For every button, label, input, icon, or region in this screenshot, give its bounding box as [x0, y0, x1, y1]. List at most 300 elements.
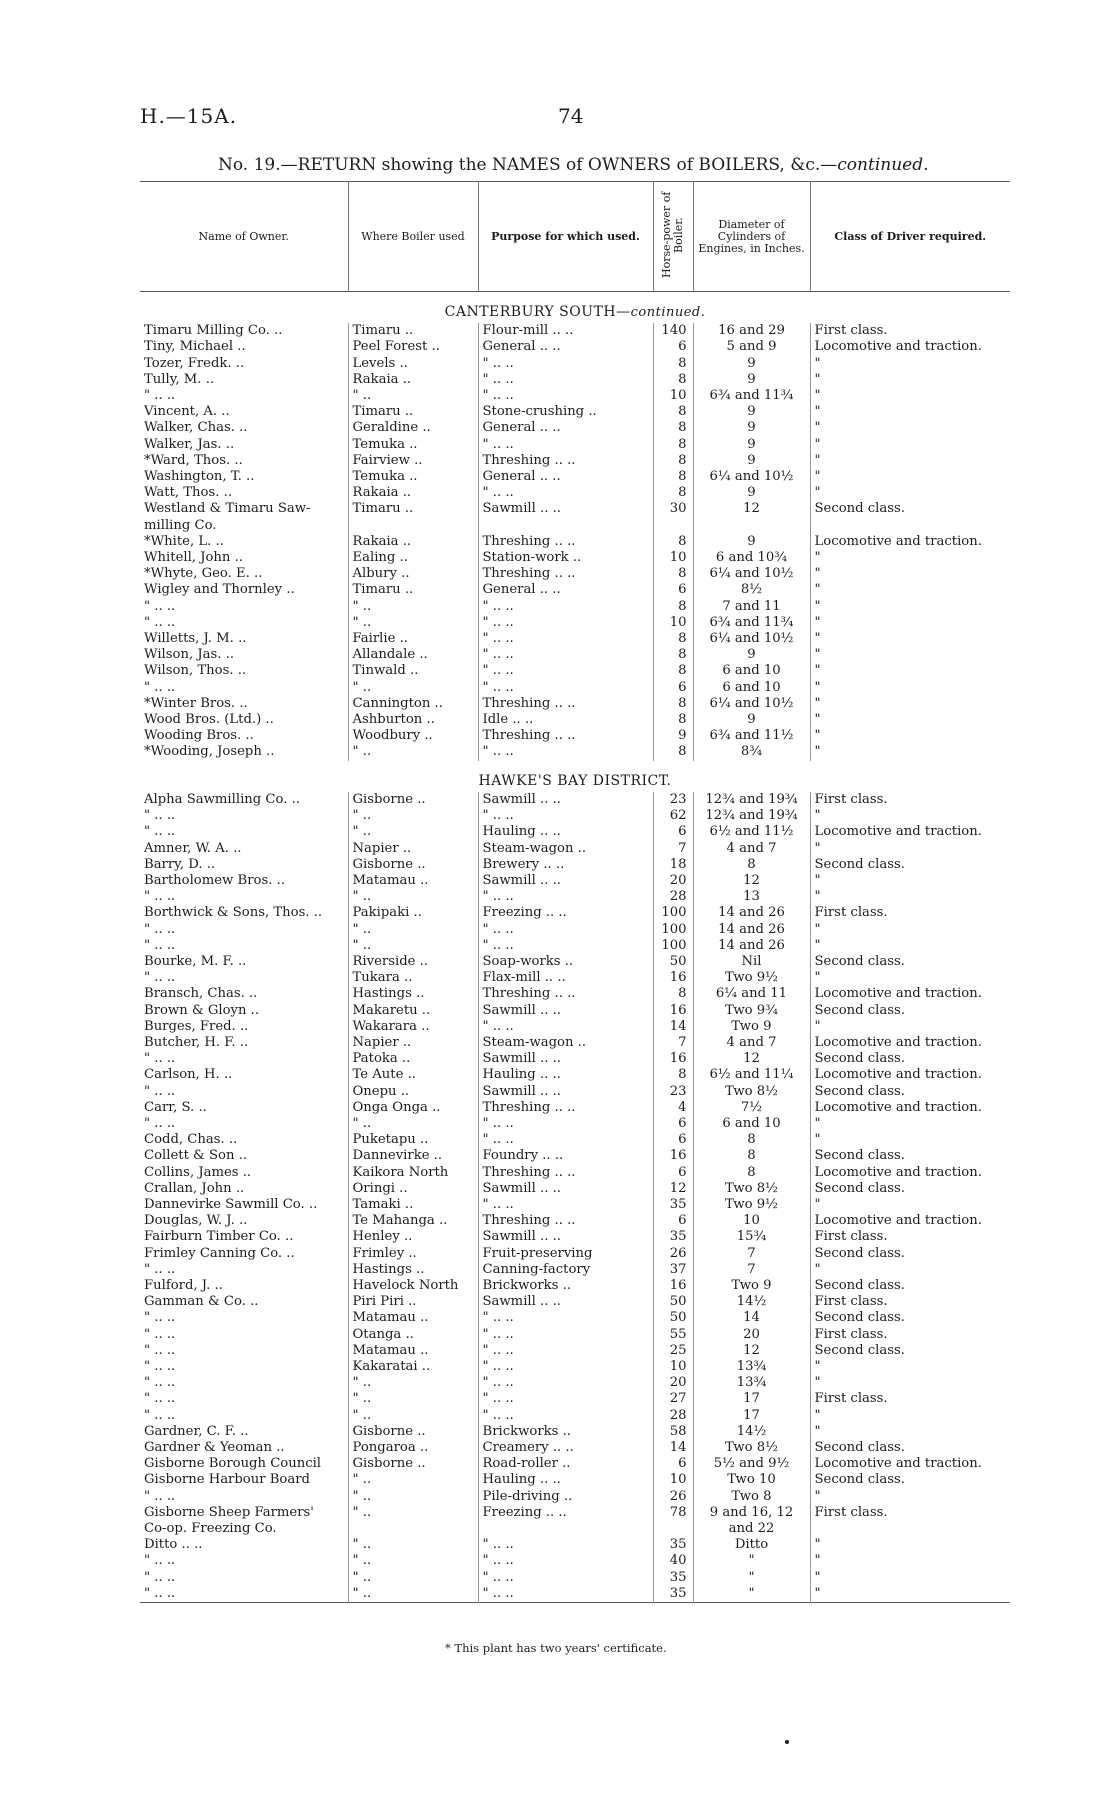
- owner-cell: Tiny, Michael ..: [144, 339, 246, 355]
- driver-class-cell: First class.: [810, 905, 1010, 921]
- horse-power-cell: 8: [653, 566, 693, 582]
- diameter-cell: 5½ and 9½: [693, 1456, 810, 1472]
- horse-power-cell: 10: [653, 550, 693, 566]
- diameter-cell: 4 and 7: [693, 841, 810, 857]
- horse-power-cell: 6: [653, 1116, 693, 1132]
- purpose-cell: Sawmill .. ..: [478, 792, 653, 808]
- driver-class-cell: Locomotive and traction.: [810, 1100, 1010, 1116]
- table-row: [140, 1553, 1010, 1569]
- table-row: [140, 1440, 1010, 1456]
- diameter-cell: 6 and 10: [693, 1116, 810, 1132]
- purpose-cell: " .. ..: [478, 599, 653, 615]
- purpose-cell: " .. ..: [478, 1375, 653, 1391]
- diameter-cell: 8: [693, 1132, 810, 1148]
- purpose-cell: " .. ..: [478, 437, 653, 453]
- owner-cell: " .. ..: [144, 614, 176, 630]
- footnote: * This plant has two years' certificate.: [445, 1641, 667, 1655]
- diameter-cell: 9 and 16, 12: [693, 1505, 810, 1521]
- diameter-cell: Two 9: [693, 1278, 810, 1294]
- where-cell: Napier ..: [348, 1035, 478, 1051]
- table-row: [140, 663, 1010, 679]
- horse-power-cell: 7: [653, 1035, 693, 1051]
- driver-class-cell: ": [810, 582, 1010, 598]
- table-row: [140, 1213, 1010, 1229]
- horse-power-cell: 4: [653, 1100, 693, 1116]
- where-cell: Albury ..: [348, 566, 478, 582]
- diameter-cell: 8: [693, 857, 810, 873]
- horse-power-cell: 26: [653, 1489, 693, 1505]
- horse-power-cell: 8: [653, 372, 693, 388]
- horse-power-cell: 35: [653, 1197, 693, 1213]
- diameter-cell: 6 and 10¾: [693, 550, 810, 566]
- diameter-cell: 8: [693, 1148, 810, 1164]
- horse-power-cell: 50: [653, 954, 693, 970]
- horse-power-cell: 8: [653, 663, 693, 679]
- diameter-cell: Two 10: [693, 1472, 810, 1488]
- owner-cell: Gardner & Yeoman ..: [144, 1440, 285, 1456]
- purpose-cell: General .. ..: [478, 582, 653, 598]
- purpose-cell: Steam-wagon ..: [478, 1035, 653, 1051]
- owner-cell: Westland & Timaru Saw-: [144, 501, 311, 517]
- purpose-cell: " .. ..: [478, 1570, 653, 1586]
- horse-power-cell: 8: [653, 534, 693, 550]
- diameter-cell: 6¼ and 11: [693, 986, 810, 1002]
- purpose-cell: " .. ..: [478, 372, 653, 388]
- diameter-cell: 9: [693, 453, 810, 469]
- diameter-cell: Two 8½: [693, 1181, 810, 1197]
- purpose-cell: Hauling .. ..: [478, 1067, 653, 1083]
- page-mark: [785, 1740, 789, 1744]
- owner-cell: " .. ..: [144, 1083, 176, 1099]
- where-cell: Woodbury ..: [348, 728, 478, 744]
- owner-cell: Willetts, J. M. ..: [144, 631, 247, 647]
- driver-class-cell: Locomotive and traction.: [810, 1456, 1010, 1472]
- owner-cell: Gamman & Co. ..: [144, 1294, 259, 1310]
- owner-cell: Wigley and Thornley ..: [144, 582, 295, 598]
- diameter-cell: 12¾ and 19¾: [693, 792, 810, 808]
- diameter-cell: 13¾: [693, 1359, 810, 1375]
- horse-power-cell: 8: [653, 469, 693, 485]
- owner-cell: " .. ..: [144, 679, 176, 695]
- purpose-cell: [478, 1521, 653, 1537]
- owner-cell: " .. ..: [144, 1342, 176, 1358]
- owner-cell: Collins, James ..: [144, 1164, 252, 1180]
- purpose-cell: Threshing .. ..: [478, 1213, 653, 1229]
- purpose-cell: Threshing .. ..: [478, 986, 653, 1002]
- purpose-cell: Brickworks ..: [478, 1278, 653, 1294]
- table-row: [140, 1327, 1010, 1343]
- diameter-cell: 7: [693, 1262, 810, 1278]
- driver-class-cell: Second class.: [810, 954, 1010, 970]
- horse-power-cell: 35: [653, 1586, 693, 1603]
- table-row: [140, 792, 1010, 808]
- owner-cell: Collett & Son ..: [144, 1148, 248, 1164]
- driver-class-cell: [810, 1521, 1010, 1537]
- purpose-cell: " .. ..: [478, 1586, 653, 1603]
- horse-power-cell: 8: [653, 744, 693, 760]
- driver-class-cell: First class.: [810, 1294, 1010, 1310]
- table-row: [140, 1003, 1010, 1019]
- owner-cell: Butcher, H. F. ..: [144, 1034, 249, 1050]
- owner-cell: " .. ..: [144, 1375, 176, 1391]
- diameter-cell: 7: [693, 1246, 810, 1262]
- horse-power-cell: 35: [653, 1570, 693, 1586]
- diameter-cell: 9: [693, 437, 810, 453]
- where-cell: Geraldine ..: [348, 420, 478, 436]
- driver-class-cell: ": [810, 1537, 1010, 1553]
- driver-class-cell: Second class.: [810, 1246, 1010, 1262]
- purpose-cell: Brickworks ..: [478, 1424, 653, 1440]
- diameter-cell: 6¾ and 11¾: [693, 388, 810, 404]
- where-cell: Tamaki ..: [348, 1197, 478, 1213]
- table-row: [140, 1262, 1010, 1278]
- owner-cell: *White, L. ..: [144, 533, 224, 549]
- horse-power-cell: 10: [653, 615, 693, 631]
- horse-power-cell: 18: [653, 857, 693, 873]
- horse-power-cell: 7: [653, 841, 693, 857]
- owner-cell: Watt, Thos. ..: [144, 485, 233, 501]
- driver-class-cell: First class.: [810, 1327, 1010, 1343]
- driver-class-cell: ": [810, 744, 1010, 760]
- owner-cell: Brown & Gloyn ..: [144, 1002, 260, 1018]
- driver-class-cell: ": [810, 388, 1010, 404]
- owner-cell: Timaru Milling Co. ..: [144, 323, 283, 339]
- driver-class-cell: ": [810, 922, 1010, 938]
- purpose-cell: " .. ..: [478, 1310, 653, 1326]
- header-purpose: Purpose for which used.: [478, 182, 653, 292]
- table-row: [140, 631, 1010, 647]
- purpose-cell: " .. ..: [478, 889, 653, 905]
- horse-power-cell: 8: [653, 647, 693, 663]
- driver-class-cell: ": [810, 469, 1010, 485]
- purpose-cell: Threshing .. ..: [478, 534, 653, 550]
- where-cell: Timaru ..: [348, 582, 478, 598]
- where-cell: Otanga ..: [348, 1327, 478, 1343]
- horse-power-cell: 78: [653, 1505, 693, 1521]
- where-cell: Fairlie ..: [348, 631, 478, 647]
- table-row: [140, 453, 1010, 469]
- driver-class-cell: ": [810, 1489, 1010, 1505]
- where-cell: Te Aute ..: [348, 1067, 478, 1083]
- table-row: [140, 680, 1010, 696]
- table-row: [140, 986, 1010, 1002]
- where-cell: " ..: [348, 1375, 478, 1391]
- table-row: [140, 1229, 1010, 1245]
- purpose-cell: " .. ..: [478, 615, 653, 631]
- where-cell: Gisborne ..: [348, 1424, 478, 1440]
- where-cell: Temuka ..: [348, 469, 478, 485]
- diameter-cell: 6 and 10: [693, 680, 810, 696]
- purpose-cell: Threshing .. ..: [478, 453, 653, 469]
- owner-cell: " .. ..: [144, 1553, 176, 1569]
- where-cell: Levels ..: [348, 356, 478, 372]
- where-cell: Pakipaki ..: [348, 905, 478, 921]
- purpose-cell: Threshing .. ..: [478, 566, 653, 582]
- where-cell: Timaru ..: [348, 404, 478, 420]
- table-row: [140, 534, 1010, 550]
- horse-power-cell: 8: [653, 712, 693, 728]
- driver-class-cell: Locomotive and traction.: [810, 534, 1010, 550]
- owner-cell: Crallan, John ..: [144, 1180, 245, 1196]
- table-row: [140, 615, 1010, 631]
- driver-class-cell: Locomotive and traction.: [810, 1067, 1010, 1083]
- diameter-cell: Two 9¾: [693, 1003, 810, 1019]
- table-row: [140, 1294, 1010, 1310]
- diameter-cell: Two 9: [693, 1019, 810, 1035]
- table-row: [140, 1570, 1010, 1586]
- where-cell: Onga Onga ..: [348, 1100, 478, 1116]
- owner-cell: " .. ..: [144, 970, 176, 986]
- owner-cell: Burges, Fred. ..: [144, 1018, 249, 1034]
- where-cell: Te Mahanga ..: [348, 1213, 478, 1229]
- horse-power-cell: 62: [653, 808, 693, 824]
- driver-class-cell: ": [810, 663, 1010, 679]
- diameter-cell: Two 9½: [693, 1197, 810, 1213]
- horse-power-cell: 58: [653, 1424, 693, 1440]
- driver-class-cell: Locomotive and traction.: [810, 339, 1010, 355]
- where-cell: " ..: [348, 1489, 478, 1505]
- purpose-cell: Sawmill .. ..: [478, 1051, 653, 1067]
- diameter-cell: 6½ and 11¼: [693, 1067, 810, 1083]
- where-cell: Gisborne ..: [348, 792, 478, 808]
- owner-cell: Tully, M. ..: [144, 371, 215, 387]
- purpose-cell: " .. ..: [478, 1408, 653, 1424]
- owner-cell: Frimley Canning Co. ..: [144, 1245, 295, 1261]
- driver-class-cell: ": [810, 647, 1010, 663]
- where-cell: " ..: [348, 615, 478, 631]
- table-row: [140, 1019, 1010, 1035]
- diameter-cell: ": [693, 1586, 810, 1603]
- diameter-cell: 9: [693, 356, 810, 372]
- owner-cell: " .. ..: [144, 1359, 176, 1374]
- horse-power-cell: [653, 518, 693, 534]
- owner-cell: Bourke, M. F. ..: [144, 953, 247, 969]
- owner-cell: Dannevirke Sawmill Co. ..: [144, 1196, 318, 1212]
- driver-class-cell: Second class.: [810, 1003, 1010, 1019]
- purpose-cell: Threshing .. ..: [478, 696, 653, 712]
- table-row: [140, 808, 1010, 824]
- diameter-cell: 14: [693, 1310, 810, 1326]
- owner-cell: Whitell, John ..: [144, 550, 243, 566]
- horse-power-cell: 8: [653, 599, 693, 615]
- table-body: [140, 292, 1010, 1608]
- diameter-cell: 9: [693, 712, 810, 728]
- table-row: [140, 1246, 1010, 1262]
- where-cell: " ..: [348, 1586, 478, 1603]
- owner-cell: *Ward, Thos. ..: [144, 452, 243, 468]
- driver-class-cell: ": [810, 1116, 1010, 1132]
- table-row: [140, 1116, 1010, 1132]
- purpose-cell: Sawmill .. ..: [478, 1294, 653, 1310]
- diameter-cell: 9: [693, 534, 810, 550]
- diameter-cell: 14 and 26: [693, 922, 810, 938]
- driver-class-cell: First class.: [810, 1229, 1010, 1245]
- where-cell: Wakarara ..: [348, 1019, 478, 1035]
- header-where: Where Boiler used: [348, 182, 478, 292]
- diameter-cell: 12¾ and 19¾: [693, 808, 810, 824]
- purpose-cell: Soap-works ..: [478, 954, 653, 970]
- table-row: [140, 1391, 1010, 1407]
- diameter-cell: 12: [693, 501, 810, 517]
- table-row: [140, 1132, 1010, 1148]
- section-title-continued: continued.: [630, 305, 706, 320]
- horse-power-cell: 9: [653, 728, 693, 744]
- diameter-cell: Two 8½: [693, 1084, 810, 1100]
- owner-cell: " .. ..: [144, 808, 176, 824]
- table-row: [140, 404, 1010, 420]
- diameter-cell: 15¾: [693, 1229, 810, 1245]
- diameter-cell: 6¼ and 10½: [693, 566, 810, 582]
- owner-cell: Wooding Bros. ..: [144, 728, 254, 744]
- where-cell: " ..: [348, 1570, 478, 1586]
- where-cell: " ..: [348, 1537, 478, 1553]
- driver-class-cell: ": [810, 808, 1010, 824]
- driver-class-cell: ": [810, 841, 1010, 857]
- table-row: [140, 1456, 1010, 1472]
- where-cell: [348, 518, 478, 534]
- where-cell: Peel Forest ..: [348, 339, 478, 355]
- where-cell: Makaretu ..: [348, 1003, 478, 1019]
- table-row: [140, 582, 1010, 598]
- horse-power-cell: 10: [653, 1359, 693, 1375]
- horse-power-cell: 37: [653, 1262, 693, 1278]
- where-cell: Gisborne ..: [348, 857, 478, 873]
- where-cell: " ..: [348, 1553, 478, 1569]
- purpose-cell: " .. ..: [478, 631, 653, 647]
- driver-class-cell: Locomotive and traction.: [810, 986, 1010, 1002]
- purpose-cell: " .. ..: [478, 647, 653, 663]
- horse-power-cell: 16: [653, 1003, 693, 1019]
- table-row: [140, 356, 1010, 372]
- purpose-cell: Fruit-preserving: [478, 1246, 653, 1262]
- diameter-cell: 10: [693, 1213, 810, 1229]
- purpose-cell: Hauling .. ..: [478, 824, 653, 840]
- diameter-cell: Two 8½: [693, 1440, 810, 1456]
- where-cell: Fairview ..: [348, 453, 478, 469]
- diameter-cell: Two 8: [693, 1489, 810, 1505]
- purpose-cell: " .. ..: [478, 922, 653, 938]
- table-row: [140, 485, 1010, 501]
- diameter-cell: 9: [693, 404, 810, 420]
- driver-class-cell: ": [810, 1553, 1010, 1569]
- purpose-cell: " .. ..: [478, 1132, 653, 1148]
- horse-power-cell: 16: [653, 1051, 693, 1067]
- diameter-cell: Nil: [693, 954, 810, 970]
- diameter-cell: 6½ and 11½: [693, 824, 810, 840]
- where-cell: Puketapu ..: [348, 1132, 478, 1148]
- section-heading-row: [140, 292, 1010, 324]
- diameter-cell: 6¾ and 11¾: [693, 615, 810, 631]
- horse-power-cell: 6: [653, 680, 693, 696]
- purpose-cell: General .. ..: [478, 420, 653, 436]
- purpose-cell: " .. ..: [478, 938, 653, 954]
- purpose-cell: Flax-mill .. ..: [478, 970, 653, 986]
- purpose-cell: Threshing .. ..: [478, 728, 653, 744]
- horse-power-cell: 50: [653, 1310, 693, 1326]
- horse-power-cell: 27: [653, 1391, 693, 1407]
- owner-cell: Washington, T. ..: [144, 469, 255, 485]
- table-row: [140, 1489, 1010, 1505]
- purpose-cell: " .. ..: [478, 388, 653, 404]
- purpose-cell: Road-roller ..: [478, 1456, 653, 1472]
- driver-class-cell: Locomotive and traction.: [810, 1213, 1010, 1229]
- driver-class-cell: Locomotive and traction.: [810, 824, 1010, 840]
- owner-cell: Barry, D. ..: [144, 856, 216, 872]
- table-row: [140, 1100, 1010, 1116]
- section-heading-row: [140, 761, 1010, 792]
- diameter-cell: 14 and 26: [693, 938, 810, 954]
- horse-power-cell: 16: [653, 1278, 693, 1294]
- purpose-cell: Idle .. ..: [478, 712, 653, 728]
- where-cell: Matamau ..: [348, 873, 478, 889]
- owner-cell: " .. ..: [144, 1051, 176, 1067]
- where-cell: " ..: [348, 889, 478, 905]
- owner-cell: Carr, S. ..: [144, 1099, 207, 1115]
- purpose-cell: Sawmill .. ..: [478, 873, 653, 889]
- driver-class-cell: ": [810, 453, 1010, 469]
- driver-class-cell: First class.: [810, 323, 1010, 339]
- owner-cell: Carlson, H. ..: [144, 1067, 233, 1083]
- where-cell: " ..: [348, 388, 478, 404]
- section-title: CANTERBURY SOUTH—: [444, 304, 631, 320]
- owner-cell: Amner, W. A. ..: [144, 840, 242, 856]
- where-cell: Tinwald ..: [348, 663, 478, 679]
- table-row: [140, 824, 1010, 840]
- purpose-cell: " .. ..: [478, 356, 653, 372]
- owner-cell: Ditto .. ..: [144, 1537, 203, 1553]
- diameter-cell: 6 and 10: [693, 663, 810, 679]
- diameter-cell: 9: [693, 420, 810, 436]
- purpose-cell: " .. ..: [478, 1019, 653, 1035]
- where-cell: " ..: [348, 1408, 478, 1424]
- where-cell: Timaru ..: [348, 501, 478, 517]
- where-cell: " ..: [348, 808, 478, 824]
- where-cell: Riverside ..: [348, 954, 478, 970]
- owner-cell: Walker, Chas. ..: [144, 420, 248, 436]
- owner-cell: Bartholomew Bros. ..: [144, 872, 286, 888]
- purpose-cell: " .. ..: [478, 1116, 653, 1132]
- driver-class-cell: [810, 518, 1010, 534]
- driver-class-cell: Second class.: [810, 1051, 1010, 1067]
- owner-cell: Fulford, J. ..: [144, 1277, 223, 1293]
- diameter-cell: 14 and 26: [693, 905, 810, 921]
- driver-class-cell: Locomotive and traction.: [810, 1035, 1010, 1051]
- owner-cell: *Whyte, Geo. E. ..: [144, 566, 263, 582]
- header-horse-power: [653, 182, 693, 292]
- diameter-cell: ": [693, 1570, 810, 1586]
- purpose-cell: " .. ..: [478, 1537, 653, 1553]
- where-cell: Timaru ..: [348, 323, 478, 339]
- horse-power-cell: 140: [653, 323, 693, 339]
- driver-class-cell: ": [810, 1408, 1010, 1424]
- owner-cell: " .. ..: [144, 1488, 176, 1504]
- horse-power-cell: 6: [653, 1456, 693, 1472]
- purpose-cell: " .. ..: [478, 1343, 653, 1359]
- table-row: [140, 647, 1010, 663]
- owner-cell: Tozer, Fredk. ..: [144, 355, 245, 371]
- horse-power-cell: 35: [653, 1537, 693, 1553]
- table-row: [140, 938, 1010, 954]
- owner-cell: Douglas, W. J. ..: [144, 1213, 248, 1229]
- table-end-rule-cell: [140, 1603, 1010, 1608]
- owner-cell: Borthwick & Sons, Thos. ..: [144, 905, 323, 921]
- page-reference: H.—15A.: [140, 104, 238, 128]
- table-row: [140, 873, 1010, 889]
- diameter-cell: 6¼ and 10½: [693, 696, 810, 712]
- owner-cell: " .. ..: [144, 1407, 176, 1423]
- table-end-rule: [140, 1603, 1010, 1608]
- diameter-cell: Two 9½: [693, 970, 810, 986]
